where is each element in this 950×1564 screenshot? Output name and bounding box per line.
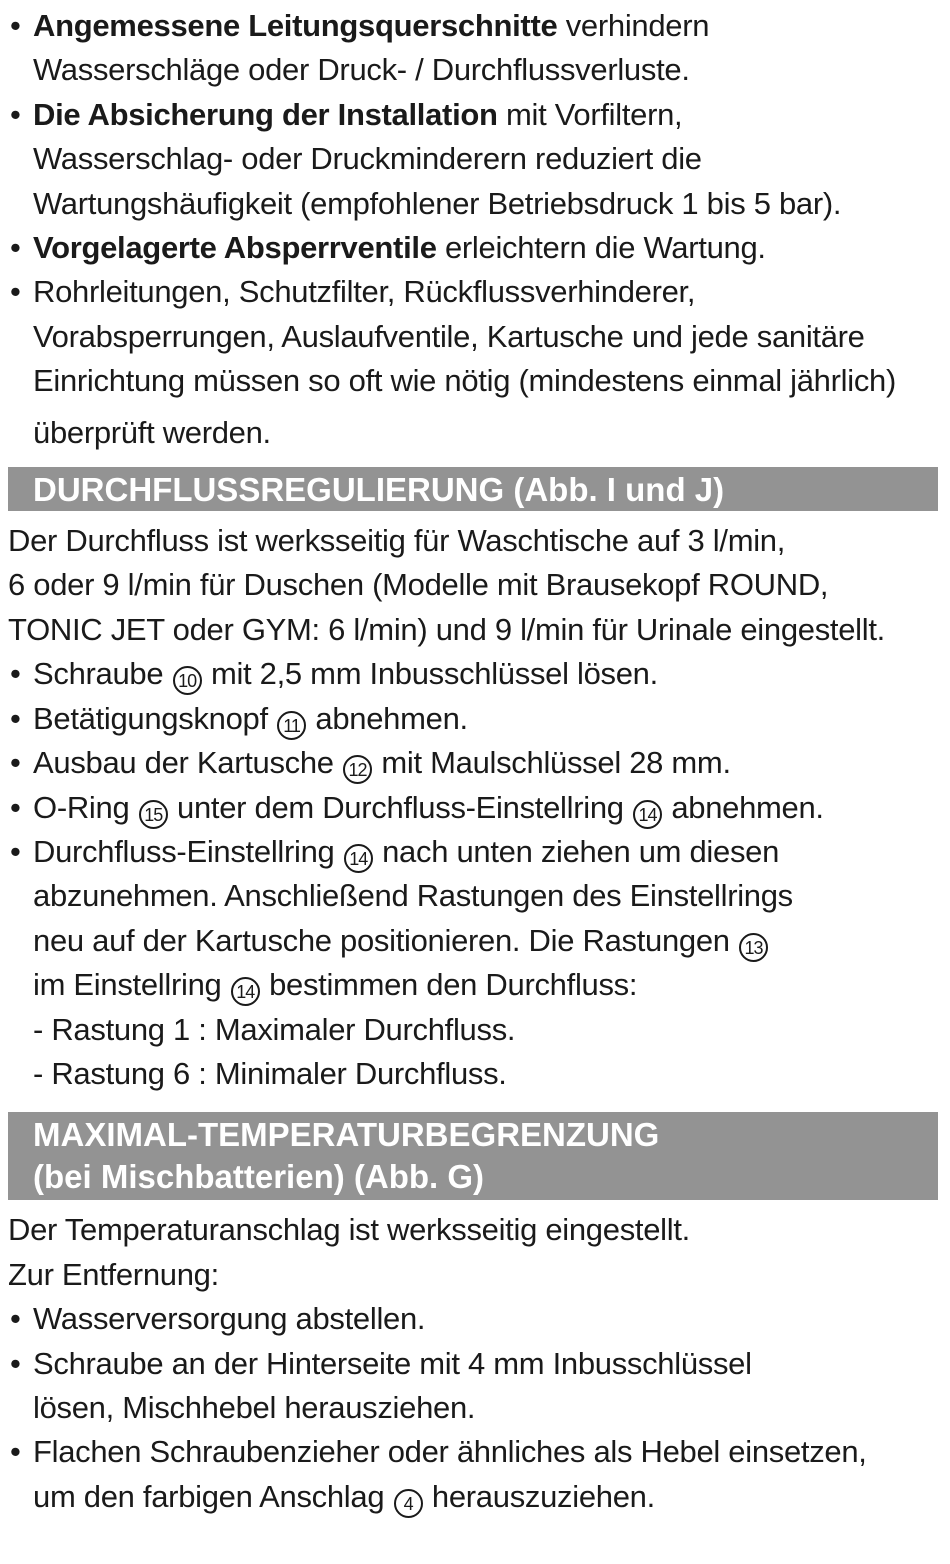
bold-term: Die Absicherung der Installation bbox=[33, 96, 498, 132]
list-item: • Schraube an der Hinterseite mit 4 mm Inbusschlüssel lösen, Mischhebel herausziehen. bbox=[8, 1342, 938, 1431]
part-number-circle: 10 bbox=[173, 666, 202, 695]
part-number-circle: 15 bbox=[139, 800, 168, 829]
temp-steps-list bbox=[8, 1297, 938, 1519]
bullet-icon: • bbox=[10, 656, 21, 692]
sub-item-rastung-6: - Rastung 6 : Minimaler Durchfluss. bbox=[33, 1055, 507, 1091]
part-number-circle: 14 bbox=[633, 800, 662, 829]
list-item: • Schraube 10 mit 2,5 mm Inbusschlüssel lösen. bbox=[8, 652, 938, 696]
intro-bullet-list bbox=[8, 4, 938, 455]
bold-term: Vorgelagerte Absperrventile bbox=[33, 230, 437, 266]
list-item: • O-Ring 15 unter dem Durchfluss-Einstellring 14 abnehmen. bbox=[8, 786, 938, 830]
part-number-circle: 11 bbox=[277, 711, 306, 740]
temp-intro-paragraph: Der Temperaturanschlag ist werksseitig eingestellt. Zur Entfernung: bbox=[8, 1212, 690, 1292]
part-number-circle: 14 bbox=[231, 977, 260, 1006]
flow-steps-list bbox=[8, 652, 938, 1096]
part-number-circle: 14 bbox=[344, 844, 373, 873]
list-item: • Die Absicherung der Installation mit Vorfiltern, Wasserschlag- oder Druckminderern reduziert die Wartungshäufigkeit (empfohlener Betriebsdruck 1 bis 5 bar). bbox=[8, 93, 938, 226]
list-item: • Angemessene Leitungsquerschnitte verhindern Wasserschläge oder Druck- / Durchflussverluste. bbox=[8, 4, 938, 93]
list-item: • Wasserversorgung abstellen. bbox=[8, 1297, 938, 1341]
flow-intro-paragraph: Der Durchfluss ist werksseitig für Waschtische auf 3 l/min, 6 oder 9 l/min für Duschen (Modelle mit Brausekopf ROUND, TONIC JET oder GYM: 6 l/min) und 9 l/min für Urinale eingestellt. bbox=[8, 523, 885, 647]
bullet-icon: • bbox=[10, 1301, 21, 1337]
list-item: • Ausbau der Kartusche 12 mit Maulschlüssel 28 mm. bbox=[8, 741, 938, 785]
part-number-circle: 4 bbox=[394, 1489, 423, 1518]
bullet-icon: • bbox=[10, 700, 21, 736]
part-number-circle: 13 bbox=[739, 933, 768, 962]
bullet-icon: • bbox=[10, 745, 21, 781]
bullet-icon: • bbox=[10, 230, 21, 266]
section-heading-temperature: MAXIMAL-TEMPERATURBEGRENZUNG (bei Mischbatterien) (Abb. G) bbox=[8, 1112, 938, 1200]
bullet-icon: • bbox=[10, 833, 21, 869]
section-body-temperature bbox=[8, 1208, 938, 1519]
bullet-icon: • bbox=[10, 1345, 21, 1381]
part-number-circle: 12 bbox=[343, 755, 372, 784]
section-body-flow bbox=[8, 519, 938, 1096]
section-heading-flow: DURCHFLUSSREGULIERUNG (Abb. I und J) bbox=[8, 467, 938, 511]
sub-item-rastung-1: - Rastung 1 : Maximaler Durchfluss. bbox=[33, 1011, 516, 1047]
bullet-icon: • bbox=[10, 274, 21, 310]
bullet-icon: • bbox=[10, 1434, 21, 1470]
bullet-icon: • bbox=[10, 8, 21, 43]
list-item: • Betätigungsknopf 11 abnehmen. bbox=[8, 697, 938, 741]
list-item: • Durchfluss-Einstellring 14 nach unten ziehen um diesen abzunehmen. Anschließend Rastungen des Einstellrings neu auf der Kartusche positionieren. Die Rastungen 13 im Einstellring 14 bestimmen den Durchfluss: - Rastung 1 : Maximaler Durchfluss. - Rastung 6 : Minimaler Durchfluss. bbox=[8, 830, 938, 1096]
bold-term: Angemessene Leitungsquerschnitte bbox=[33, 8, 558, 43]
bullet-icon: • bbox=[10, 789, 21, 825]
list-item: • Vorgelagerte Absperrventile erleichtern die Wartung. bbox=[8, 226, 938, 270]
list-item: • Rohrleitungen, Schutzfilter, Rückflussverhinderer, Vorabsperrungen, Auslaufventile, Kartusche und jede sanitäre Einrichtung müssen so oft wie nötig (mindestens einmal jährlich) überprüft werden. bbox=[8, 270, 938, 455]
list-item: • Flachen Schraubenzieher oder ähnliches als Hebel einsetzen, um den farbigen Anschlag 4 herauszuziehen. bbox=[8, 1430, 938, 1519]
bullet-icon: • bbox=[10, 96, 21, 132]
